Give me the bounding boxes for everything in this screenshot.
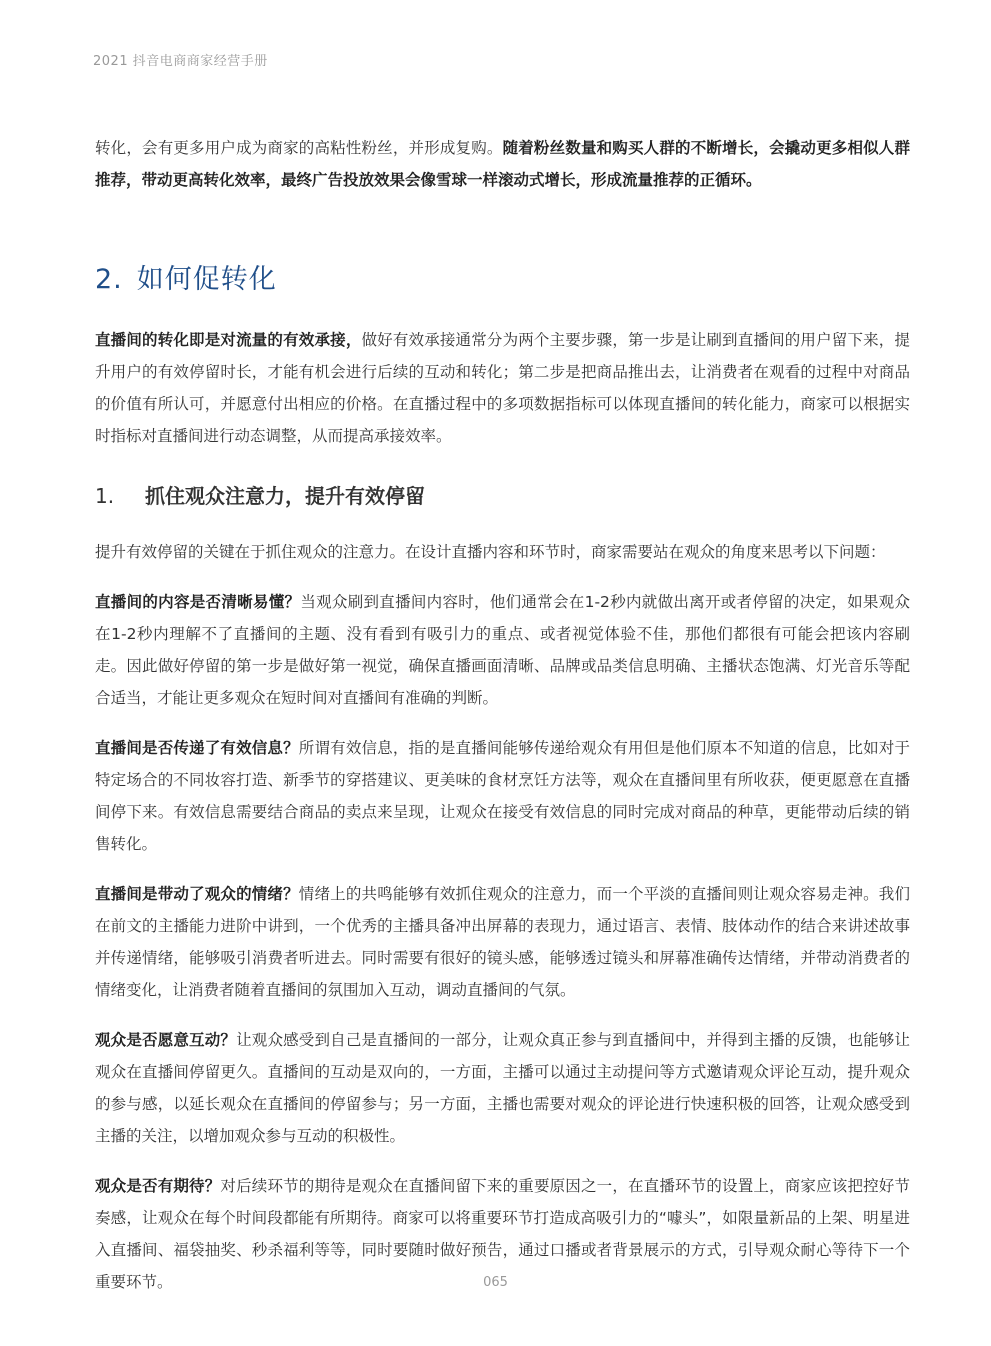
question-body: 让观众感受到自己是直播间的一部分，让观众真正参与到直播间中，并得到主播的反馈，也能够让观众在直播间停留更久。直播间的互动是双向的，一方面，主播可以通过主动提问等方式邀请观众评论互动，提升观众的参与感，以延长观众在直播间的停留参与；另一方面，主播也需要对观众的评论进行快速积极的回答，让观众感受到主播的关注，以增加观众参与互动的积极性。 — [95, 1031, 910, 1145]
question-title: 观众是否有期待？ — [95, 1177, 221, 1195]
subsection-title: 抓住观众注意力，提升有效停留 — [145, 484, 425, 508]
question-paragraph-interaction — [95, 1024, 910, 1152]
page-number: 065 — [483, 1275, 508, 1290]
subsection-heading — [95, 480, 910, 512]
document-header: 2021 抖音电商商家经营手册 — [93, 54, 268, 69]
question-title: 直播间是带动了观众的情绪？ — [95, 885, 299, 903]
section-heading — [95, 260, 910, 300]
intro-bold-text: 随着粉丝数量和购买人群的不断增长，会撬动更多相似人群推荐，带动更高转化效率，最终广告投放效果会像雪球一样滚动式增长，形成流量推荐的正循环。 — [95, 139, 910, 189]
page-content — [95, 132, 910, 1316]
section-number: 2. — [95, 264, 123, 295]
question-title: 直播间的内容是否清晰易懂？ — [95, 593, 301, 611]
subsection-intro: 提升有效停留的关键在于抓住观众的注意力。在设计直播内容和环节时，商家需要站在观众的角度来思考以下问题： — [95, 543, 886, 561]
question-body: 对后续环节的期待是观众在直播间留下来的重要原因之一，在直播环节的设置上，商家应该把控好节奏感，让观众在每个时间段都能有所期待。商家可以将重要环节打造成高吸引力的“噱头”，如限量新品的上架、明星进入直播间、福袋抽奖、秒杀福利等等，同时要随时做好预告，通过口播或者背景展示的方式，引导观众耐心等待下一个重要环节。 — [95, 1177, 910, 1291]
section-title: 如何促转化 — [136, 264, 277, 295]
question-title: 直播间是否传递了有效信息？ — [95, 739, 299, 757]
question-paragraph-emotion — [95, 878, 910, 1006]
intro-text: 转化，会有更多用户成为商家的高粘性粉丝，并形成复购。 — [95, 139, 503, 157]
subsection-number: 1. — [95, 484, 115, 508]
section-lead-bold: 直播间的转化即是对流量的有效承接， — [95, 331, 362, 349]
question-body: 情绪上的共鸣能够有效抓住观众的注意力，而一个平淡的直播间则让观众容易走神。我们在前文的主播能力进阶中讲到，一个优秀的主播具备冲出屏幕的表现力，通过语言、表情、肢体动作的结合来讲述故事并传递情绪，能够吸引消费者听进去。同时需要有很好的镜头感，能够透过镜头和屏幕准确传达情绪，并带动消费者的情绪变化，让消费者随着直播间的氛围加入互动，调动直播间的气氛。 — [95, 885, 910, 999]
intro-paragraph — [95, 132, 910, 196]
question-body: 所谓有效信息，指的是直播间能够传递给观众有用但是他们原本不知道的信息，比如对于特定场合的不同妆容打造、新季节的穿搭建议、更美味的食材烹饪方法等，观众在直播间里有所收获，便更愿意在直播间停下来。有效信息需要结合商品的卖点来呈现，让观众在接受有效信息的同时完成对商品的种草，更能带动后续的销售转化。 — [95, 739, 910, 853]
question-title: 观众是否愿意互动？ — [95, 1031, 237, 1049]
question-body: 当观众刷到直播间内容时，他们通常会在1-2秒内就做出离开或者停留的决定，如果观众在1-2秒内理解不了直播间的主题、没有看到有吸引力的重点、或者视觉体验不佳，那他们都很有可能会把该内容刷走。因此做好停留的第一步是做好第一视觉，确保直播画面清晰、品牌或品类信息明确、主播状态饱满、灯光音乐等配合适当，才能让更多观众在短时间对直播间有准确的判断。 — [95, 593, 910, 707]
section-lead-paragraph — [95, 324, 910, 452]
question-paragraph-clarity — [95, 586, 910, 714]
section-lead-text: 做好有效承接通常分为两个主要步骤，第一步是让刷到直播间的用户留下来，提升用户的有效停留时长，才能有机会进行后续的互动和转化；第二步是把商品推出去，让消费者在观看的过程中对商品的价值有所认可，并愿意付出相应的价格。在直播过程中的多项数据指标可以体现直播间的转化能力，商家可以根据实时指标对直播间进行动态调整，从而提高承接效率。 — [95, 331, 910, 445]
question-paragraph-information — [95, 732, 910, 860]
